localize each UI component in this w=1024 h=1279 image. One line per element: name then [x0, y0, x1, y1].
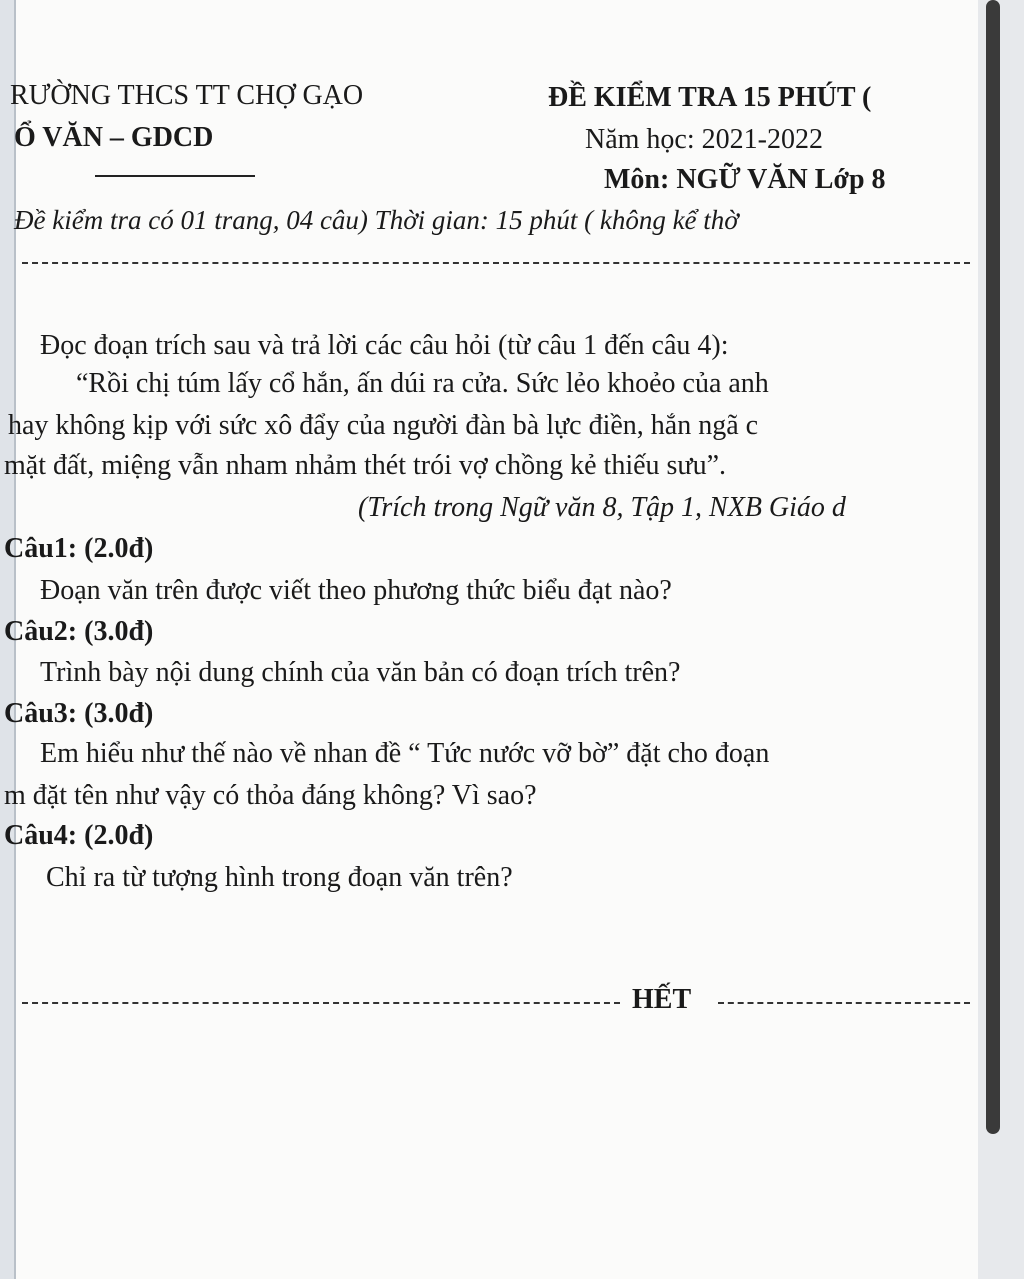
question-4-text: Chỉ ra từ tượng hình trong đoạn văn trên?: [46, 862, 513, 893]
end-divider-right: [718, 1002, 970, 1004]
header-divider: [22, 262, 970, 264]
question-2-label: Câu2: (3.0đ): [4, 616, 154, 647]
passage-line-3: mặt đất, miệng vẫn nham nhảm thét trói vợ chồng kẻ thiếu sưu”.: [4, 450, 727, 481]
question-3-text-cont: m đặt tên như vậy có thỏa đáng không? Vì sao?: [4, 780, 537, 811]
passage-source: (Trích trong Ngữ văn 8, Tập 1, NXB Giáo d: [358, 492, 846, 523]
department-name: Ổ VĂN – GDCD: [14, 122, 214, 153]
question-3-text: Em hiểu như thế nào về nhan đề “ Tức nước vỡ bờ” đặt cho đoạn: [40, 738, 770, 769]
school-year: Năm học: 2021-2022: [585, 124, 823, 155]
end-label: HẾT: [632, 984, 692, 1015]
question-1-text: Đoạn văn trên được viết theo phương thức biểu đạt nào?: [40, 575, 672, 606]
question-4-label: Câu4: (2.0đ): [4, 820, 154, 851]
passage-instruction: Đọc đoạn trích sau và trả lời các câu hỏi (từ câu 1 đến câu 4):: [40, 330, 729, 361]
passage-line-1: “Rồi chị túm lấy cổ hắn, ấn dúi ra cửa. Sức lẻo khoẻo của anh: [76, 368, 769, 399]
question-2-text: Trình bày nội dung chính của văn bản có đoạn trích trên?: [40, 657, 681, 688]
end-divider-left: [22, 1002, 620, 1004]
school-name: RƯỜNG THCS TT CHỢ GẠO: [10, 80, 364, 111]
right-gutter: [978, 0, 1024, 1279]
exam-title: ĐỀ KIỂM TRA 15 PHÚT (: [548, 82, 872, 113]
exam-note: Đề kiểm tra có 01 trang, 04 câu) Thời gian: 15 phút ( không kể thờ: [14, 205, 739, 235]
passage-line-2: hay không kịp với sức xô đẩy của người đàn bà lực điền, hắn ngã c: [8, 410, 759, 441]
department-underline: [95, 175, 255, 177]
scrollbar[interactable]: [986, 0, 1000, 1134]
subject-grade: Môn: NGỮ VĂN Lớp 8: [604, 164, 886, 195]
question-3-label: Câu3: (3.0đ): [4, 698, 154, 729]
question-1-label: Câu1: (2.0đ): [4, 533, 154, 564]
